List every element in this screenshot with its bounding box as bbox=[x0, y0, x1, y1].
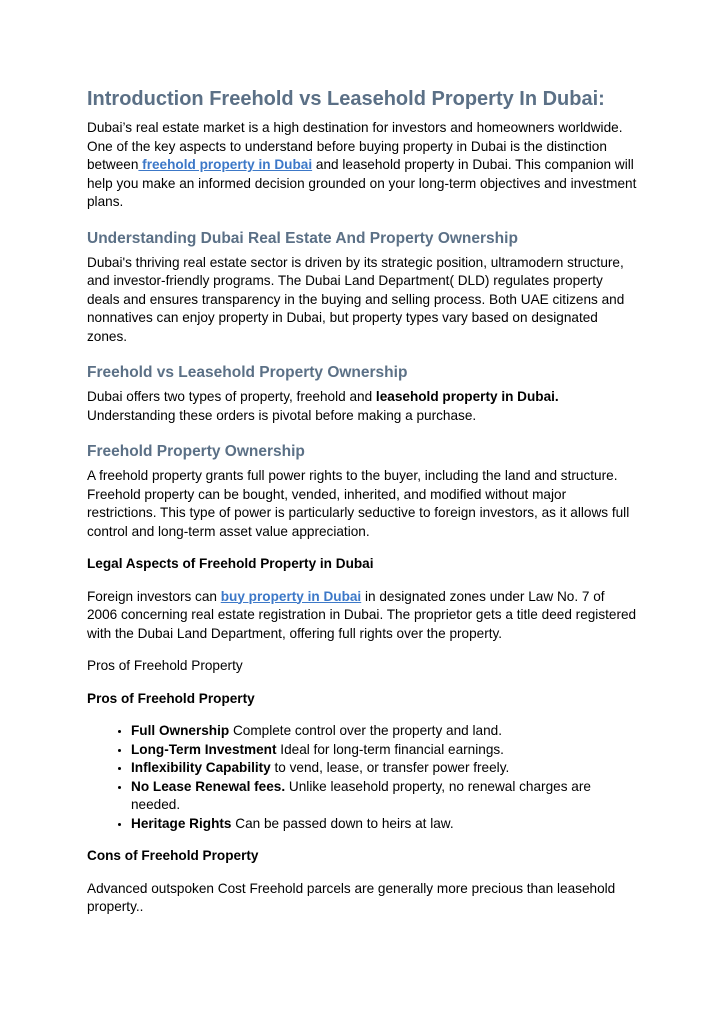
intro-text-end: and leasehold property in Dubai. This companion will help you make an informed decision grounded on your long-term objectives and investment plans. bbox=[87, 157, 637, 209]
pros-desc: Can be passed down to heirs at law. bbox=[231, 815, 454, 831]
pros-desc: Complete control over the property and land. bbox=[229, 723, 502, 738]
document-page bbox=[87, 86, 637, 917]
pros-plain-label: Pros of Freehold Property bbox=[87, 658, 243, 673]
pros-heading bbox=[87, 690, 637, 709]
legal-text-end: in designated zones under Law No. 7 of 2006 concerning real estate registration in Dubai. The proprietor gets a title deed registered with the Dubai Land Department, offering full rights over the property. bbox=[87, 588, 637, 641]
pros-list bbox=[87, 722, 637, 833]
intro-paragraph bbox=[87, 119, 637, 212]
understanding-paragraph: Dubai's thriving real estate sector is driven by its strategic position, ultramodern structure, and investor-friendly programs. The Dubai Land Department( DLD) regulates property deals and ensures transparency in the buying and selling process. Both UAE citizens and nonnatives can enjoy property in Dubai, but property types vary based on designated zones. bbox=[87, 254, 625, 344]
pros-list-item bbox=[131, 741, 637, 760]
pros-term: Long-Term Investment bbox=[131, 741, 277, 757]
pros-term: Inflexibility Capability bbox=[131, 760, 271, 775]
freehold-vs-leasehold-paragraph bbox=[87, 388, 637, 425]
cons-heading-text: Cons of Freehold Property bbox=[87, 848, 259, 863]
pros-list-item bbox=[131, 722, 637, 741]
pros-desc: Ideal for long-term financial earnings. bbox=[276, 741, 504, 757]
pros-list-item bbox=[131, 759, 637, 778]
leasehold-bold-text: leasehold property in Dubai. bbox=[375, 389, 559, 404]
pros-heading-text: Pros of Freehold Property bbox=[87, 690, 255, 706]
section-heading-understanding: Understanding Dubai Real Estate And Property Ownership bbox=[87, 229, 518, 247]
section-heading-freehold-ownership: Freehold Property Ownership bbox=[87, 443, 305, 460]
pros-desc: Unlike leasehold property, no renewal charges are needed. bbox=[131, 778, 591, 812]
pros-term: No Lease Renewal fees. bbox=[131, 778, 286, 794]
legal-text-start: Foreign investors can bbox=[87, 588, 221, 604]
section-heading-freehold-vs-leasehold: Freehold vs Leasehold Property Ownership bbox=[87, 364, 408, 381]
cons-heading bbox=[87, 847, 637, 866]
pros-list-item bbox=[131, 815, 637, 834]
page-title: Introduction Freehold vs Leasehold Property In Dubai: bbox=[87, 88, 605, 110]
legal-aspects-heading bbox=[87, 555, 637, 574]
pros-term: Heritage Rights bbox=[131, 815, 232, 831]
pros-desc: to vend, lease, or transfer power freely. bbox=[270, 760, 510, 775]
legal-aspects-heading-text: Legal Aspects of Freehold Property in Dubai bbox=[87, 556, 374, 571]
ownership-text-end: Understanding these orders is pivotal before making a purchase. bbox=[87, 407, 477, 423]
freehold-property-link[interactable]: freehold property in Dubai bbox=[138, 157, 313, 172]
intro-text-start: Dubai’s real estate market is a high destination for investors and homeowners worldwide. One of the key aspects to understand before buying property in Dubai is the distinction between bbox=[87, 120, 623, 172]
pros-list-item bbox=[131, 778, 637, 815]
ownership-text-start: Dubai offers two types of property, freehold and bbox=[87, 389, 376, 404]
cons-paragraph: Advanced outspoken Cost Freehold parcels are generally more precious than leasehold property.. bbox=[87, 880, 616, 914]
freehold-ownership-paragraph: A freehold property grants full power rights to the buyer, including the land and structure. Freehold property can be bought, vended, inherited, and modified without major restrictions. This type of power is particularly seductive to foreign investors, as it allows full control and long-term asset value appreciation. bbox=[87, 468, 630, 539]
pros-term: Full Ownership bbox=[131, 723, 230, 738]
buy-property-link[interactable]: buy property in Dubai bbox=[220, 588, 362, 604]
legal-aspects-paragraph bbox=[87, 588, 637, 644]
